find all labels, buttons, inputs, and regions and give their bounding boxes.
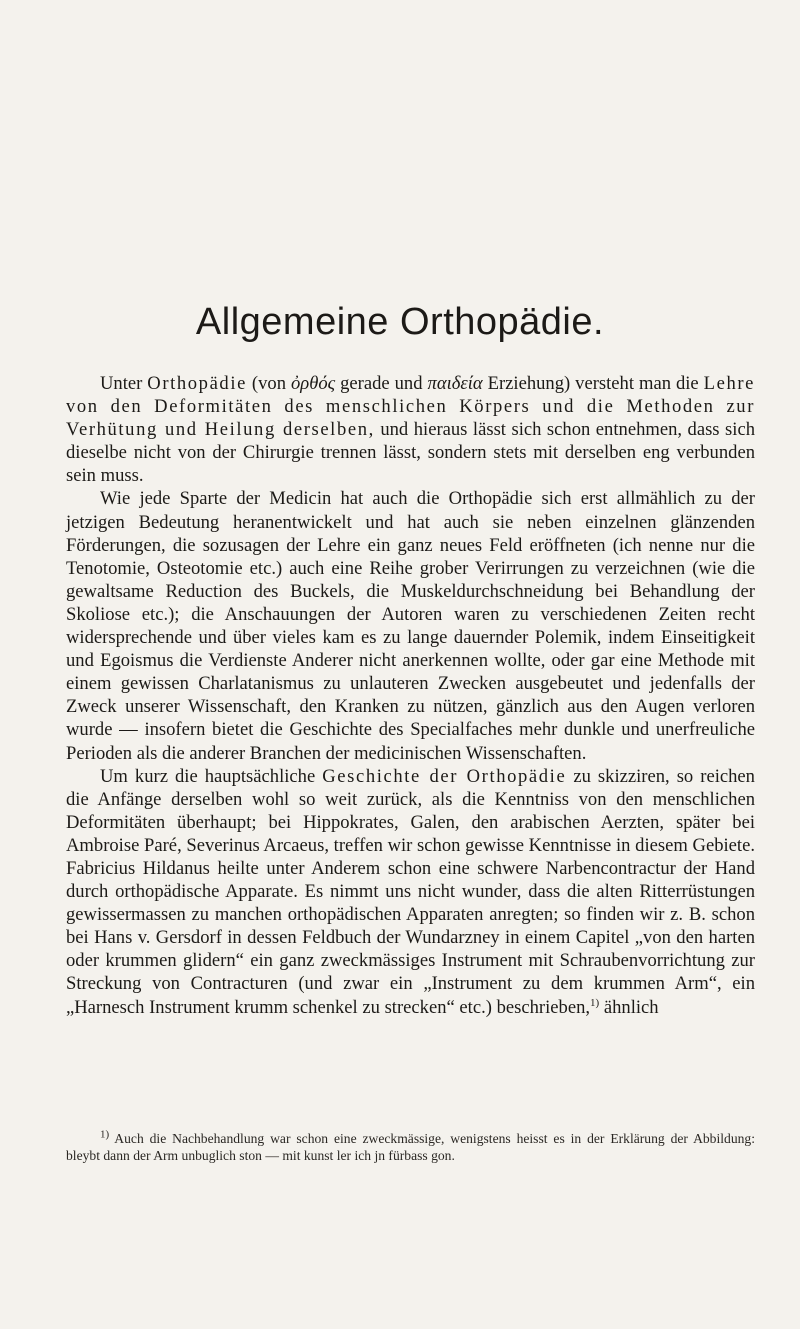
chapter-title: Allgemeine Orthopädie.	[195, 301, 605, 343]
text-run: Erziehung) versteht man die	[482, 373, 704, 394]
paragraph-2: Wie jede Sparte der Medicin hat auch die Orthopädie sich erst allmählich zu der jetzigen Bedeutung heranentwickelt und hat auch sie neben einzelnen glänzenden Förderungen, die sozusagen der Lehre ein ganz neues Feld eröffneten (ich nenne nur die Tenotomie, Osteotomie etc.) auch eine Reihe grober Verirrungen zu verzeichnen (wie die gewaltsame Reduction des Buckels, die Muskeldurchschneidung bei Behandlung der Skoliose etc.); die Anschauungen der Autoren waren zu verschiedenen Zeiten recht widersprechende und über vieles kam es zu lange dauernder Polemik, indem Einseitigkeit und Egoismus die Verdienste Anderer nicht anerkennen wollte, oder gar eine Methode mit einem gewissen Charlatanismus zu unlauteren Zwecken ausgebeutet und jedenfalls der Zweck unserer Wissenschaft, den Kranken zu nützen, gänzlich aus den Augen verloren wurde — insofern bietet die Geschichte des Specialfaches mehr dunkle und unerfreuliche Perioden als die anderer Branchen der medicinischen Wissenschaften.	[66, 488, 755, 764]
text-run: Unter	[100, 373, 148, 394]
greek-word: παιδεία	[427, 373, 483, 394]
footnote-reference: 1)	[590, 996, 600, 1009]
footnote-text	[66, 1130, 755, 1164]
main-text	[66, 372, 755, 1019]
footnote-marker: 1)	[100, 1128, 110, 1141]
spaced-definition: Lehre von den Deformitäten des menschlichen Körpers und die Methoden zur Verhütung und Heilung derselben,	[66, 373, 755, 441]
footnote-body: Auch die Nachbehandlung war schon eine zweckmässige, wenigstens heisst es in der Erklärung der Abbildung: bleybt dann der Arm unbuglich ston — mit kunst ler ich jn fürbass gon.	[66, 1131, 755, 1163]
text-run: zu skizziren, so reichen die Anfänge derselben wohl so weit zurück, als die Kenntniss von den menschlichen Deformitäten überhaupt; bei Hippokrates, Galen, den arabischen Aerzten, später bei Ambroise Paré, Severinus Arcaeus, treffen wir schon gewisse Kenntnisse in diesem Gebiete. Fabricius Hildanus heilte unter Anderem schon eine schwere Narbencontractur der Hand durch orthopädische Apparate. Es nimmt uns nicht wunder, dass die alten Ritterrüstungen gewissermassen zu manchen orthopädischen Apparaten anregten; so finden wir z. B. schon bei Hans v. Gersdorf in dessen Feldbuch der Wundarzney in einem Capitel „von den harten oder krummen glidern“ ein ganz zweckmässiges Instrument mit Schraubenvorrichtung zur Streckung von Contracturen (und zwar ein „Instrument zu dem krummen Arm“, ein „Harnesch Instrument krumm schenkel zu strecken“ etc.) beschrieben,	[66, 765, 755, 1018]
text-run: und hieraus lässt sich schon entnehmen, dass sich dieselbe nicht von der Chirurgie trennen lässt, sondern stets mit derselben eng verbunden sein muss.	[66, 419, 755, 487]
spaced-term: Orthopädie	[147, 373, 247, 394]
text-run: ähnlich	[599, 996, 659, 1018]
greek-word: ὀρθός	[290, 373, 336, 394]
spaced-heading-phrase: Geschichte der Orthopädie	[322, 765, 567, 787]
text-run: Um kurz die hauptsächliche	[100, 765, 323, 787]
text-run: (von	[246, 373, 291, 394]
paragraph-3	[66, 765, 755, 1019]
footnote	[66, 1130, 755, 1164]
text-run: gerade und	[335, 373, 428, 394]
paragraph-1	[66, 372, 755, 487]
